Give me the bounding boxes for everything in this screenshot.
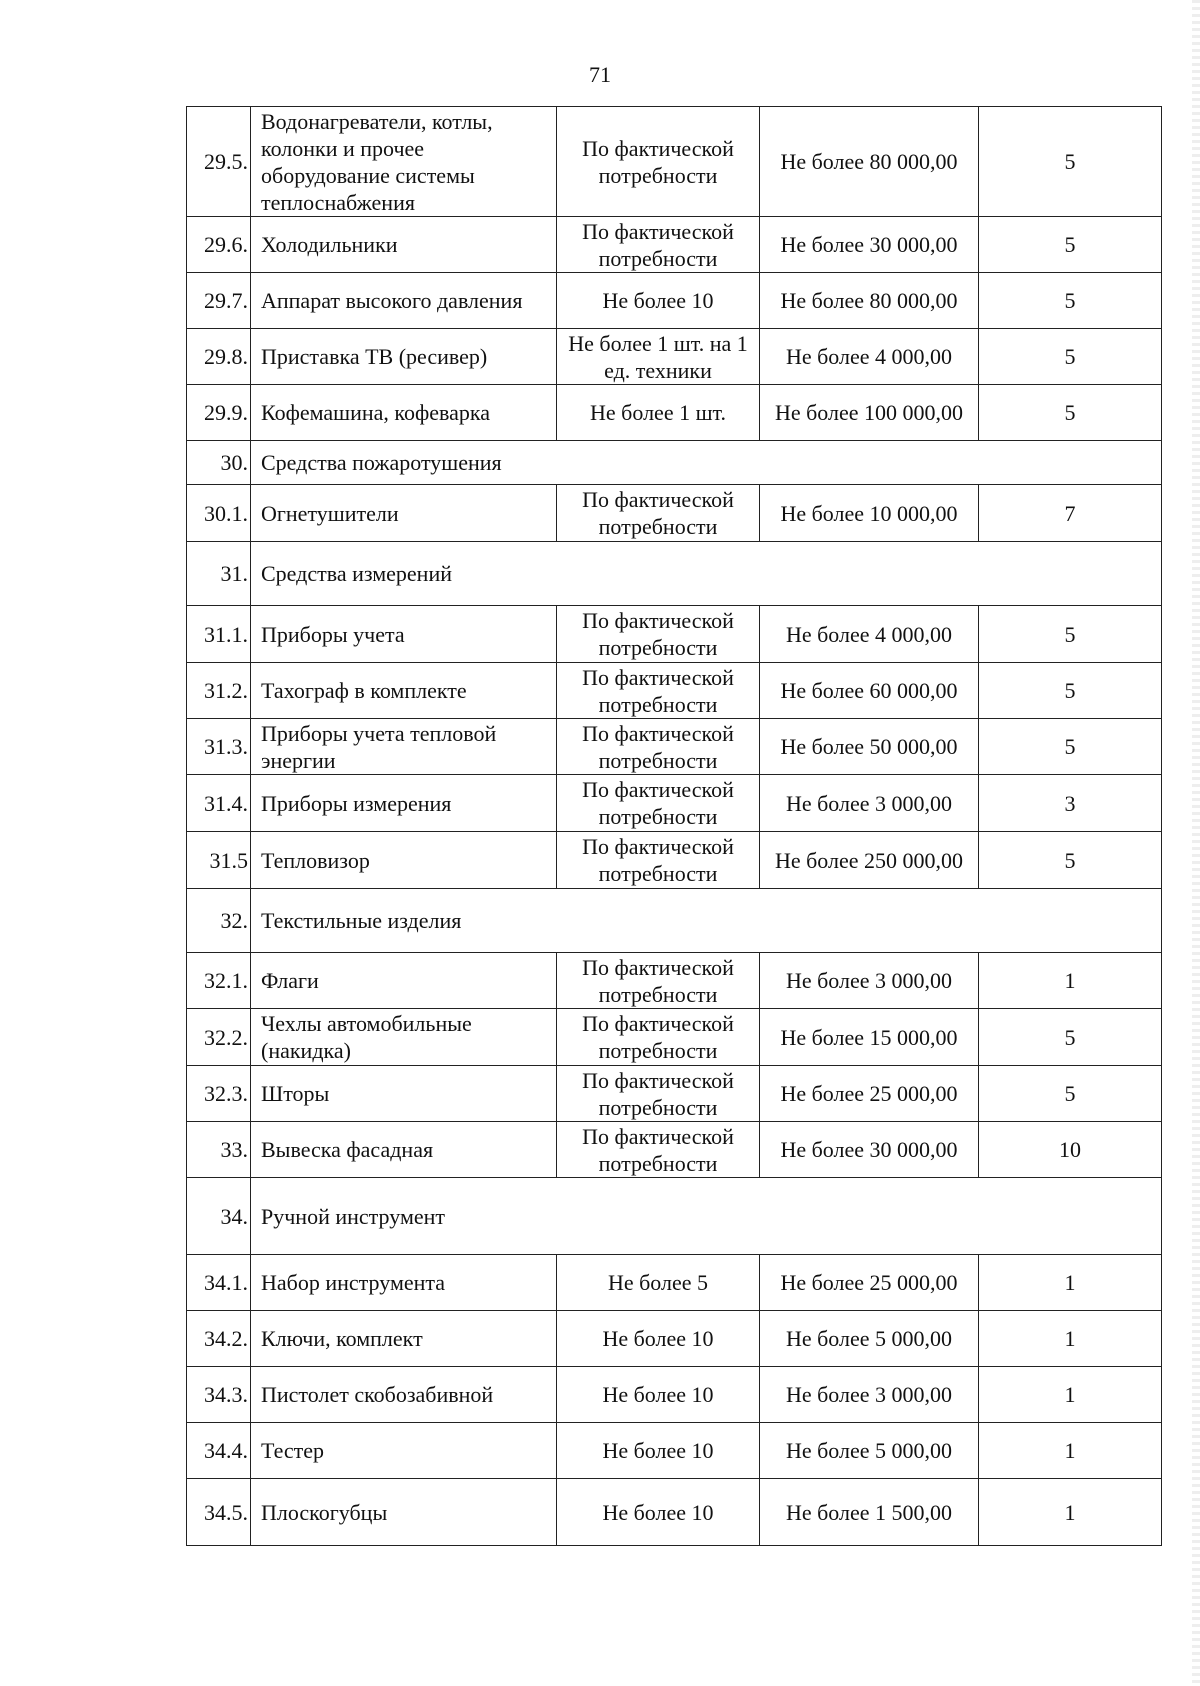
item-price: Не более 25 000,00 [760, 1066, 979, 1122]
item-quantity: По фактической потребности [557, 1066, 760, 1122]
item-price: Не более 80 000,00 [760, 273, 979, 329]
row-number: 32.2. [187, 1009, 251, 1066]
table-row [187, 663, 1162, 719]
item-term: 1 [979, 953, 1162, 1009]
item-name: Приборы учета [251, 606, 557, 663]
item-quantity: По фактической потребности [557, 1009, 760, 1066]
item-name: Холодильники [251, 217, 557, 273]
item-term: 5 [979, 329, 1162, 385]
item-name: Приборы учета тепловой энергии [251, 719, 557, 775]
item-term: 5 [979, 217, 1162, 273]
item-price: Не более 60 000,00 [760, 663, 979, 719]
item-term: 5 [979, 273, 1162, 329]
item-price: Не более 3 000,00 [760, 775, 979, 832]
row-number: 34.1. [187, 1255, 251, 1311]
table-row [187, 1479, 1162, 1546]
item-quantity: По фактической потребности [557, 832, 760, 889]
item-name: Приставка ТВ (ресивер) [251, 329, 557, 385]
item-term: 5 [979, 832, 1162, 889]
table-row [187, 775, 1162, 832]
item-quantity: По фактической потребности [557, 953, 760, 1009]
item-term: 7 [979, 485, 1162, 542]
row-number: 34.5. [187, 1479, 251, 1546]
table-row [187, 1367, 1162, 1423]
item-price: Не более 30 000,00 [760, 217, 979, 273]
item-quantity: Не более 10 [557, 273, 760, 329]
row-number: 29.7. [187, 273, 251, 329]
table-row [187, 107, 1162, 217]
table-row [187, 953, 1162, 1009]
item-term: 10 [979, 1122, 1162, 1178]
table-row [187, 329, 1162, 385]
item-name: Водонагреватели, котлы, колонки и прочее оборудование системы теплоснабжения [251, 107, 557, 217]
item-term: 5 [979, 1009, 1162, 1066]
item-price: Не более 80 000,00 [760, 107, 979, 217]
item-price: Не более 15 000,00 [760, 1009, 979, 1066]
table-row [187, 606, 1162, 663]
table-body [187, 107, 1162, 1546]
table-row [187, 1423, 1162, 1479]
item-term: 5 [979, 1066, 1162, 1122]
item-quantity: Не более 1 шт. на 1 ед. техники [557, 329, 760, 385]
item-term: 5 [979, 719, 1162, 775]
norms-table [186, 106, 1162, 1546]
item-quantity: Не более 10 [557, 1423, 760, 1479]
item-name: Тепловизор [251, 832, 557, 889]
item-quantity: По фактической потребности [557, 775, 760, 832]
section-title: Средства пожаротушения [251, 441, 1162, 485]
row-number: 34.2. [187, 1311, 251, 1367]
row-number: 33. [187, 1122, 251, 1178]
item-name: Пистолет скобозабивной [251, 1367, 557, 1423]
row-number: 31.3. [187, 719, 251, 775]
item-quantity: По фактической потребности [557, 663, 760, 719]
row-number: 29.9. [187, 385, 251, 441]
table-row [187, 1122, 1162, 1178]
section-title: Ручной инструмент [251, 1178, 1162, 1255]
row-number: 32. [187, 889, 251, 953]
row-number: 31. [187, 542, 251, 606]
item-price: Не более 10 000,00 [760, 485, 979, 542]
item-name: Вывеска фасадная [251, 1122, 557, 1178]
item-price: Не более 5 000,00 [760, 1311, 979, 1367]
row-number: 32.3. [187, 1066, 251, 1122]
row-number: 30.1. [187, 485, 251, 542]
item-name: Чехлы автомобильные (накидка) [251, 1009, 557, 1066]
table-row [187, 832, 1162, 889]
item-quantity: Не более 5 [557, 1255, 760, 1311]
page-number: 71 [589, 62, 611, 87]
row-number: 31.4. [187, 775, 251, 832]
item-quantity: По фактической потребности [557, 217, 760, 273]
item-name: Шторы [251, 1066, 557, 1122]
row-number: 29.5. [187, 107, 251, 217]
item-quantity: По фактической потребности [557, 1122, 760, 1178]
item-term: 5 [979, 663, 1162, 719]
item-price: Не более 4 000,00 [760, 329, 979, 385]
item-term: 1 [979, 1423, 1162, 1479]
item-quantity: По фактической потребности [557, 719, 760, 775]
item-term: 5 [979, 385, 1162, 441]
section-row [187, 441, 1162, 485]
row-number: 34.3. [187, 1367, 251, 1423]
table-row [187, 1255, 1162, 1311]
item-name: Плоскогубцы [251, 1479, 557, 1546]
item-price: Не более 30 000,00 [760, 1122, 979, 1178]
section-row [187, 1178, 1162, 1255]
item-name: Ключи, комплект [251, 1311, 557, 1367]
item-price: Не более 3 000,00 [760, 1367, 979, 1423]
item-term: 3 [979, 775, 1162, 832]
item-name: Тахограф в комплекте [251, 663, 557, 719]
item-price: Не более 1 500,00 [760, 1479, 979, 1546]
table-row [187, 1311, 1162, 1367]
item-quantity: Не более 10 [557, 1479, 760, 1546]
row-number: 32.1. [187, 953, 251, 1009]
item-price: Не более 3 000,00 [760, 953, 979, 1009]
item-name: Набор инструмента [251, 1255, 557, 1311]
item-price: Не более 5 000,00 [760, 1423, 979, 1479]
item-price: Не более 4 000,00 [760, 606, 979, 663]
item-term: 5 [979, 107, 1162, 217]
item-term: 5 [979, 606, 1162, 663]
item-quantity: Не более 10 [557, 1311, 760, 1367]
item-price: Не более 100 000,00 [760, 385, 979, 441]
scan-edge [1192, 0, 1200, 1686]
item-price: Не более 25 000,00 [760, 1255, 979, 1311]
table-row [187, 217, 1162, 273]
item-term: 1 [979, 1311, 1162, 1367]
row-number: 34. [187, 1178, 251, 1255]
item-term: 1 [979, 1255, 1162, 1311]
item-quantity: Не более 1 шт. [557, 385, 760, 441]
item-price: Не более 50 000,00 [760, 719, 979, 775]
table-row [187, 719, 1162, 775]
item-name: Флаги [251, 953, 557, 1009]
item-quantity: Не более 10 [557, 1367, 760, 1423]
item-quantity: По фактической потребности [557, 606, 760, 663]
item-name: Аппарат высокого давления [251, 273, 557, 329]
table-row [187, 273, 1162, 329]
item-term: 1 [979, 1367, 1162, 1423]
table-row [187, 1009, 1162, 1066]
item-name: Тестер [251, 1423, 557, 1479]
item-price: Не более 250 000,00 [760, 832, 979, 889]
row-number: 31.1. [187, 606, 251, 663]
section-row [187, 889, 1162, 953]
row-number: 29.6. [187, 217, 251, 273]
table-row [187, 1066, 1162, 1122]
section-title: Средства измерений [251, 542, 1162, 606]
table-row [187, 385, 1162, 441]
item-quantity: По фактической потребности [557, 107, 760, 217]
section-row [187, 542, 1162, 606]
row-number: 31.2. [187, 663, 251, 719]
table-row [187, 485, 1162, 542]
row-number: 34.4. [187, 1423, 251, 1479]
row-number: 31.5 [187, 832, 251, 889]
item-term: 1 [979, 1479, 1162, 1546]
row-number: 30. [187, 441, 251, 485]
item-name: Кофемашина, кофеварка [251, 385, 557, 441]
item-name: Огнетушители [251, 485, 557, 542]
item-quantity: По фактической потребности [557, 485, 760, 542]
row-number: 29.8. [187, 329, 251, 385]
section-title: Текстильные изделия [251, 889, 1162, 953]
item-name: Приборы измерения [251, 775, 557, 832]
